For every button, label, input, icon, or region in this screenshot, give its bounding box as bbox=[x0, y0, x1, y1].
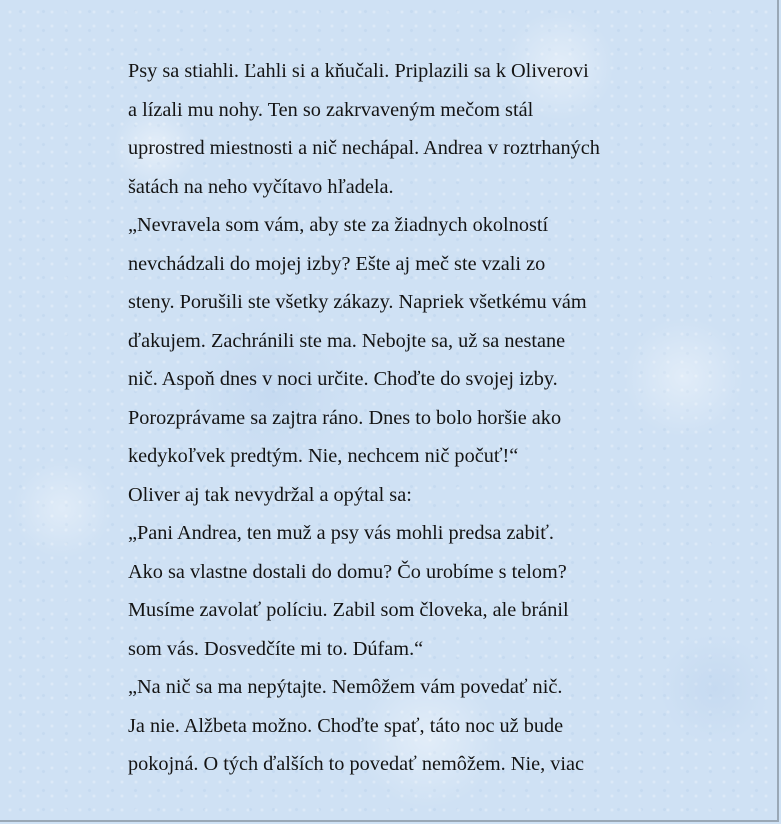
text-line: šatách na neho vyčítavo hľadela. bbox=[128, 175, 394, 198]
text-line: ďakujem. Zachránili ste ma. Nebojte sa, už sa nestane bbox=[128, 329, 566, 352]
text-line: Ja nie. Alžbeta možno. Choďte spať, táto noc už bude bbox=[128, 714, 564, 737]
text-line: som vás. Dosvedčíte mi to. Dúfam.“ bbox=[128, 637, 424, 660]
text-line: pokojná. O tých ďalších to povedať nemôžem. Nie, viac bbox=[128, 753, 585, 775]
text-line: Oliver aj tak nevydržal a opýtal sa: bbox=[128, 483, 412, 506]
text-line: steny. Porušili ste všetky zákazy. Napriek všetkému vám bbox=[128, 291, 587, 313]
text-line: Psy sa stiahli. Ľahli si a kňučali. Priplazili sa k Oliverovi bbox=[128, 60, 589, 82]
text-line: a lízali mu nohy. Ten so zakrvaveným mečom stál bbox=[128, 98, 534, 121]
text-line: „Na nič sa ma nepýtajte. Nemôžem vám povedať nič. bbox=[128, 676, 563, 698]
text-line: nevchádzali do mojej izby? Ešte aj meč ste vzali zo bbox=[128, 252, 546, 275]
text-line: kedykoľvek predtým. Nie, nechcem nič počuť!“ bbox=[128, 445, 519, 467]
document-text bbox=[128, 52, 688, 784]
text-line: uprostred miestnosti a nič nechápal. Andrea v roztrhaných bbox=[128, 137, 600, 159]
text-line: Musíme zavolať políciu. Zabil som človeka, ale bránil bbox=[128, 599, 569, 621]
text-line: Porozprávame sa zajtra ráno. Dnes to bolo horšie ako bbox=[128, 406, 562, 429]
text-line: nič. Aspoň dnes v noci určite. Choďte do svojej izby. bbox=[128, 368, 558, 390]
text-line: „Nevravela som vám, aby ste za žiadnych okolností bbox=[128, 214, 549, 236]
text-line: Ako sa vlastne dostali do domu? Čo urobíme s telom? bbox=[128, 560, 567, 583]
text-line: „Pani Andrea, ten muž a psy vás mohli predsa zabiť. bbox=[128, 522, 555, 544]
